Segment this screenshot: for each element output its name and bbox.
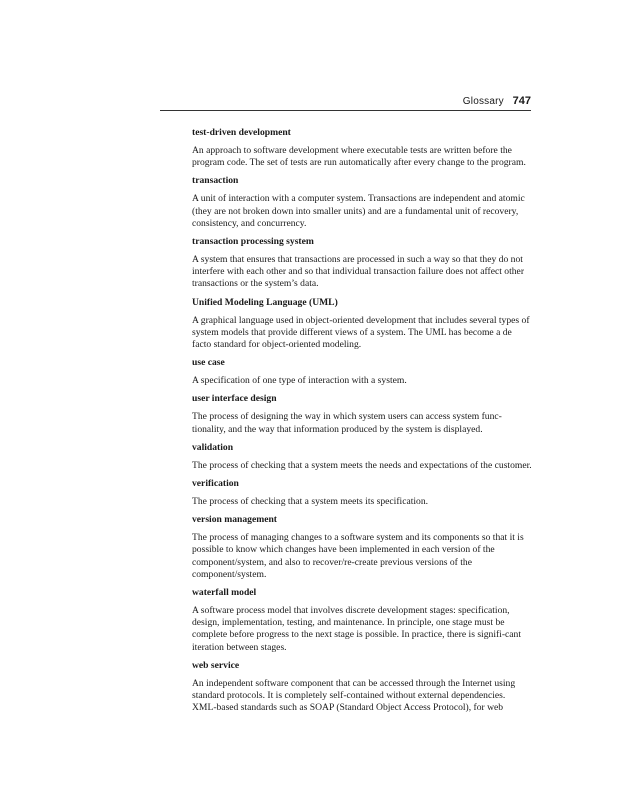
- glossary-definition: The process of designing the way in which system users can access system func-tionality, and the way that information produced by the system is displayed.: [192, 411, 502, 435]
- glossary-entry: [192, 660, 532, 715]
- glossary-term: use case: [192, 357, 225, 369]
- glossary-entry: [192, 587, 532, 654]
- glossary-entry: [192, 175, 532, 230]
- glossary-term: validation: [192, 441, 234, 453]
- glossary-term: user interface design: [192, 393, 277, 405]
- page-number: 747: [512, 95, 531, 107]
- glossary-definition: A unit of interaction with a computer system. Transactions are independent and atomic (they are not broken down into smaller units) and are a fundamental unit of recovery, consistency, and concurrency.: [192, 193, 525, 229]
- glossary-entry: [192, 478, 532, 508]
- glossary-definition: An approach to software development where executable tests are written before the program code. The set of tests are run automatically after every change to the program.: [192, 145, 526, 169]
- glossary-definition: A software process model that involves discrete development stages: specification, design, implementation, testing, and maintenance. In principle, one stage must be complete before progress to the next stage is possible. In practice, there is signifi-cant iteration between stages.: [192, 605, 522, 653]
- glossary-term: Unified Modeling Language (UML): [192, 296, 338, 308]
- glossary-entry: [192, 127, 532, 169]
- glossary-definition: An independent software component that can be accessed through the Internet using standard protocols. It is completely self-contained without external dependencies. XML-based standards such as SOAP (Standard Object Access Protocol), for web: [192, 677, 516, 714]
- glossary-entries: [192, 127, 532, 720]
- header-section-title: Glossary: [462, 96, 504, 107]
- glossary-definition: The process of checking that a system meets the needs and expectations of the customer.: [192, 459, 532, 471]
- running-header: [160, 94, 531, 111]
- glossary-entry: [192, 236, 532, 291]
- glossary-term: transaction: [192, 175, 239, 187]
- glossary-entry: [192, 442, 532, 472]
- glossary-entry: [192, 393, 532, 435]
- glossary-term: test-driven development: [192, 127, 291, 138]
- glossary-term: waterfall model: [192, 587, 257, 599]
- glossary-term: verification: [192, 478, 239, 490]
- glossary-definition: A specification of one type of interaction with a system.: [192, 375, 407, 387]
- glossary-definition: A system that ensures that transactions are processed in such a way so that they do not interfere with each other and so that individual transaction failure does not affect other transactions or the system’s data.: [192, 254, 525, 290]
- glossary-definition: A graphical language used in object-oriented development that includes several types of system models that provide different views of a system. The UML has become a de facto standard for object-oriented modeling.: [192, 314, 530, 351]
- glossary-definition: The process of checking that a system meets its specification.: [192, 496, 429, 508]
- glossary-definition: The process of managing changes to a software system and its components so that it is possible to know which changes have been implemented in each version of the component/system, and also to recover/re-create previous versions of the component/system.: [192, 532, 524, 580]
- glossary-entry: [192, 297, 532, 352]
- glossary-entry: [192, 514, 532, 581]
- glossary-term: web service: [192, 659, 240, 671]
- glossary-entry: [192, 357, 532, 387]
- glossary-term: transaction processing system: [192, 236, 314, 248]
- glossary-term: version management: [192, 514, 277, 526]
